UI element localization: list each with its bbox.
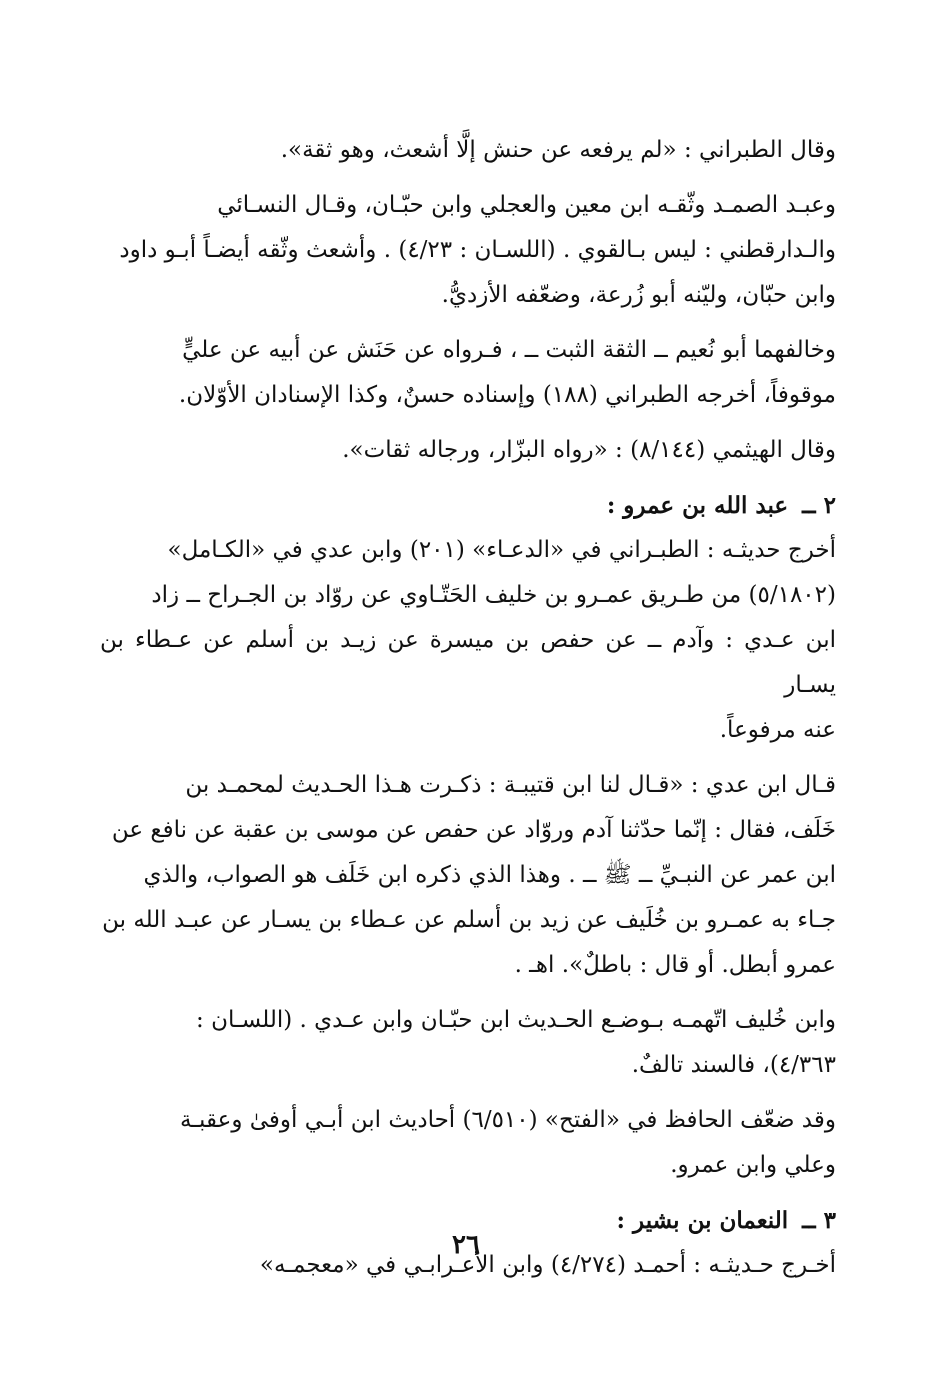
text-line: خَلَف، فقال : إنّما حدّثنا آدم وروّاد عن حفص عن موسى بن عقبة عن نافع عن — [111, 817, 836, 843]
text-line: وعبـد الصمـد وثّقـه ابن معين والعجلي وابن حبّـان، وقـال النسـائي — [217, 192, 836, 218]
section-number: ٣ ــ — [802, 1207, 836, 1234]
text-line: (٥/١٨٠٢) من طـريق عمـرو بن خليف الحَتّـاوي عن روّاد بن الجـراح ــ زاد — [151, 582, 836, 608]
paragraph-fath — [100, 1098, 836, 1188]
text-line: وقد ضعّف الحافظ في «الفتح» (٦/٥١٠) أحاديث ابن أبـي أوفىٰ وعقبـة — [179, 1107, 836, 1133]
section-heading-abdullah-ibn-amr — [100, 483, 836, 528]
text-line: ابن عـدي : وآدم ــ عن حفص بن ميسرة عن زيـد بن أسلم عن عـطاء بن يسـار — [100, 627, 836, 698]
text-line: ٤/٣٦٣)، فالسند تالفٌ. — [631, 1052, 836, 1078]
text-line: وقال الطبراني : «لم يرفعه عن حنش إلَّا أشعث، وهو ثقة». — [280, 137, 836, 163]
text-line: وابن خُليف اتّهمـه بـوضـع الحـديث ابن حبّـان وابن عـدي . (اللسـان : — [196, 1007, 836, 1033]
page-body — [100, 128, 836, 1298]
text-line: وابن حبّان، وليّنه أبو زُرعة، وضعّفه الأزديُّ. — [441, 282, 836, 308]
text-line: وخالفهما أبو نُعيم ــ الثقة الثبت ــ ، فـرواه عن حَنَش عن أبيه عن عليٍّ — [182, 337, 836, 363]
text-line: والـدارقطني : ليس بـالقوي . (اللسـان : ٤/٢٣) . وأشعث وثّقه أيضـاً أبـو داود — [119, 237, 836, 263]
page-number: ٢٦ — [452, 1230, 480, 1260]
text-line: عنه مرفوعاً. — [719, 717, 836, 743]
text-line: موقوفاً، أخرجه الطبراني (١٨٨) وإسناده حسنٌ، وكذا الإسنادان الأوّلان. — [178, 382, 836, 408]
text-line: أخرج حديثـه : الطبـراني في «الدعـاء» (٢٠١) وابن عدي في «الكـامل» — [167, 537, 836, 563]
text-line: ابن عمر عن النبـيِّ ــ ﷺ ــ . وهذا الذي ذكره ابن خَلَف هو الصواب، والذي — [143, 862, 836, 888]
text-line: وقال الهيثمي (٨/١٤٤) : «رواه البزّار، ورجاله ثقات». — [342, 437, 836, 463]
paragraph-takhrij — [100, 528, 836, 753]
paragraph-ibn-adi-quote — [100, 763, 836, 988]
text-line: أخـرج حـديثـه : أحمـد (٤/٢٧٤) وابن الأعـرابـي في «معجمـه» — [259, 1252, 836, 1278]
paragraph-ibn-khulayf — [100, 998, 836, 1088]
text-line: جـاء به عمـرو بن خُلَيف عن زيد بن أسلم عن عـطاء بن يسـار عن عبـد الله بن — [102, 907, 836, 933]
paragraph-haythami — [100, 428, 836, 473]
paragraph-abu-nuaym — [100, 328, 836, 418]
text-line: وعلي وابن عمرو. — [670, 1152, 836, 1178]
text-line: عمرو أبطل. أو قال : باطلٌ». اهـ . — [514, 952, 836, 978]
paragraph-abd-al-samad — [100, 183, 836, 318]
paragraph-tabarani-quote — [100, 128, 836, 173]
text-line: قـال ابن عدي : «قـال لنا ابن قتيبـة : ذكـرت هـذا الحـديث لمحمـد بن — [185, 772, 836, 798]
section-number: ٢ ــ — [802, 492, 836, 519]
section-title: النعمان بن بشير : — [616, 1207, 789, 1234]
section-title: عبد الله بن عمرو : — [606, 492, 789, 519]
